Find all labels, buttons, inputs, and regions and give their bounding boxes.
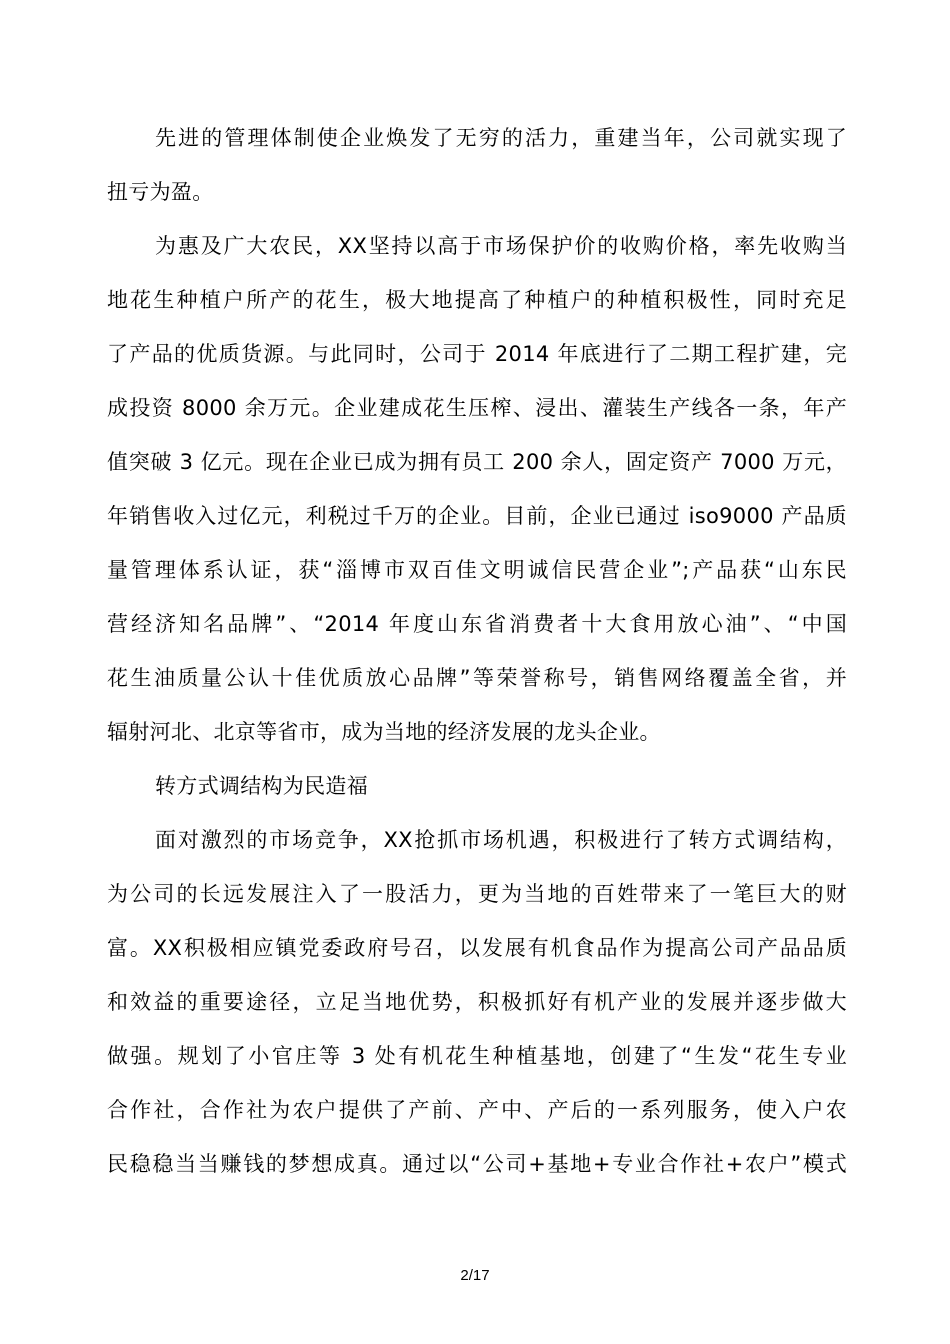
paragraph-2-line-7: 量管理体系认证，获“淄博市双百佳文明诚信民营企业”;产品获“山东民 [107,558,847,582]
paragraph-2-line-8: 营经济知名品牌”、“2014 年度山东省消费者十大食用放心油”、“中国 [107,612,847,636]
paragraph-4-line-5: 做强。规划了小官庄等 3 处有机花生种植基地，创建了“生发“花生专业 [107,1044,847,1068]
section-heading: 转方式调结构为民造福 [155,774,368,798]
page-number: 2/17 [460,1267,490,1284]
paragraph-4-line-3: 富。XX积极相应镇党委政府号召，以发展有机食品作为提高公司产品品质 [107,936,847,960]
paragraph-4-line-1: 面对激烈的市场竞争，XX抢抓市场机遇，积极进行了转方式调结构， [155,828,847,852]
paragraph-4-line-4: 和效益的重要途径，立足当地优势，积极抓好有机产业的发展并逐步做大 [107,990,847,1014]
paragraph-2-line-3: 了产品的优质货源。与此同时，公司于 2014 年底进行了二期工程扩建，完 [107,342,847,366]
paragraph-2-line-1: 为惠及广大农民，XX坚持以高于市场保护价的收购价格，率先收购当 [155,234,847,258]
paragraph-2-line-2: 地花生种植户所产的花生，极大地提高了种植户的种植积极性，同时充足 [107,288,847,312]
paragraph-2-line-6: 年销售收入过亿元，利税过千万的企业。目前，企业已通过 iso9000 产品质 [107,504,847,528]
paragraph-2-line-9: 花生油质量公认十佳优质放心品牌”等荣誉称号，销售网络覆盖全省，并 [107,666,847,690]
paragraph-2-line-4: 成投资 8000 余万元。企业建成花生压榨、浸出、灌装生产线各一条，年产 [107,396,847,420]
paragraph-4-line-7: 民稳稳当当赚钱的梦想成真。通过以“公司+基地+专业合作社+农户”模式 [107,1152,847,1176]
paragraph-2-line-5: 值突破 3 亿元。现在企业已成为拥有员工 200 余人，固定资产 7000 万元， [107,450,847,474]
paragraph-1-line-2: 扭亏为盈。 [107,180,214,204]
paragraph-4-line-6: 合作社，合作社为农户提供了产前、产中、产后的一系列服务，使入户农 [107,1098,847,1122]
paragraph-4-line-2: 为公司的长远发展注入了一股活力，更为当地的百姓带来了一笔巨大的财 [107,882,847,906]
paragraph-2-line-10: 辐射河北、北京等省市，成为当地的经济发展的龙头企业。 [107,720,661,744]
paragraph-1-line-1: 先进的管理体制使企业焕发了无穷的活力，重建当年，公司就实现了 [155,126,847,150]
